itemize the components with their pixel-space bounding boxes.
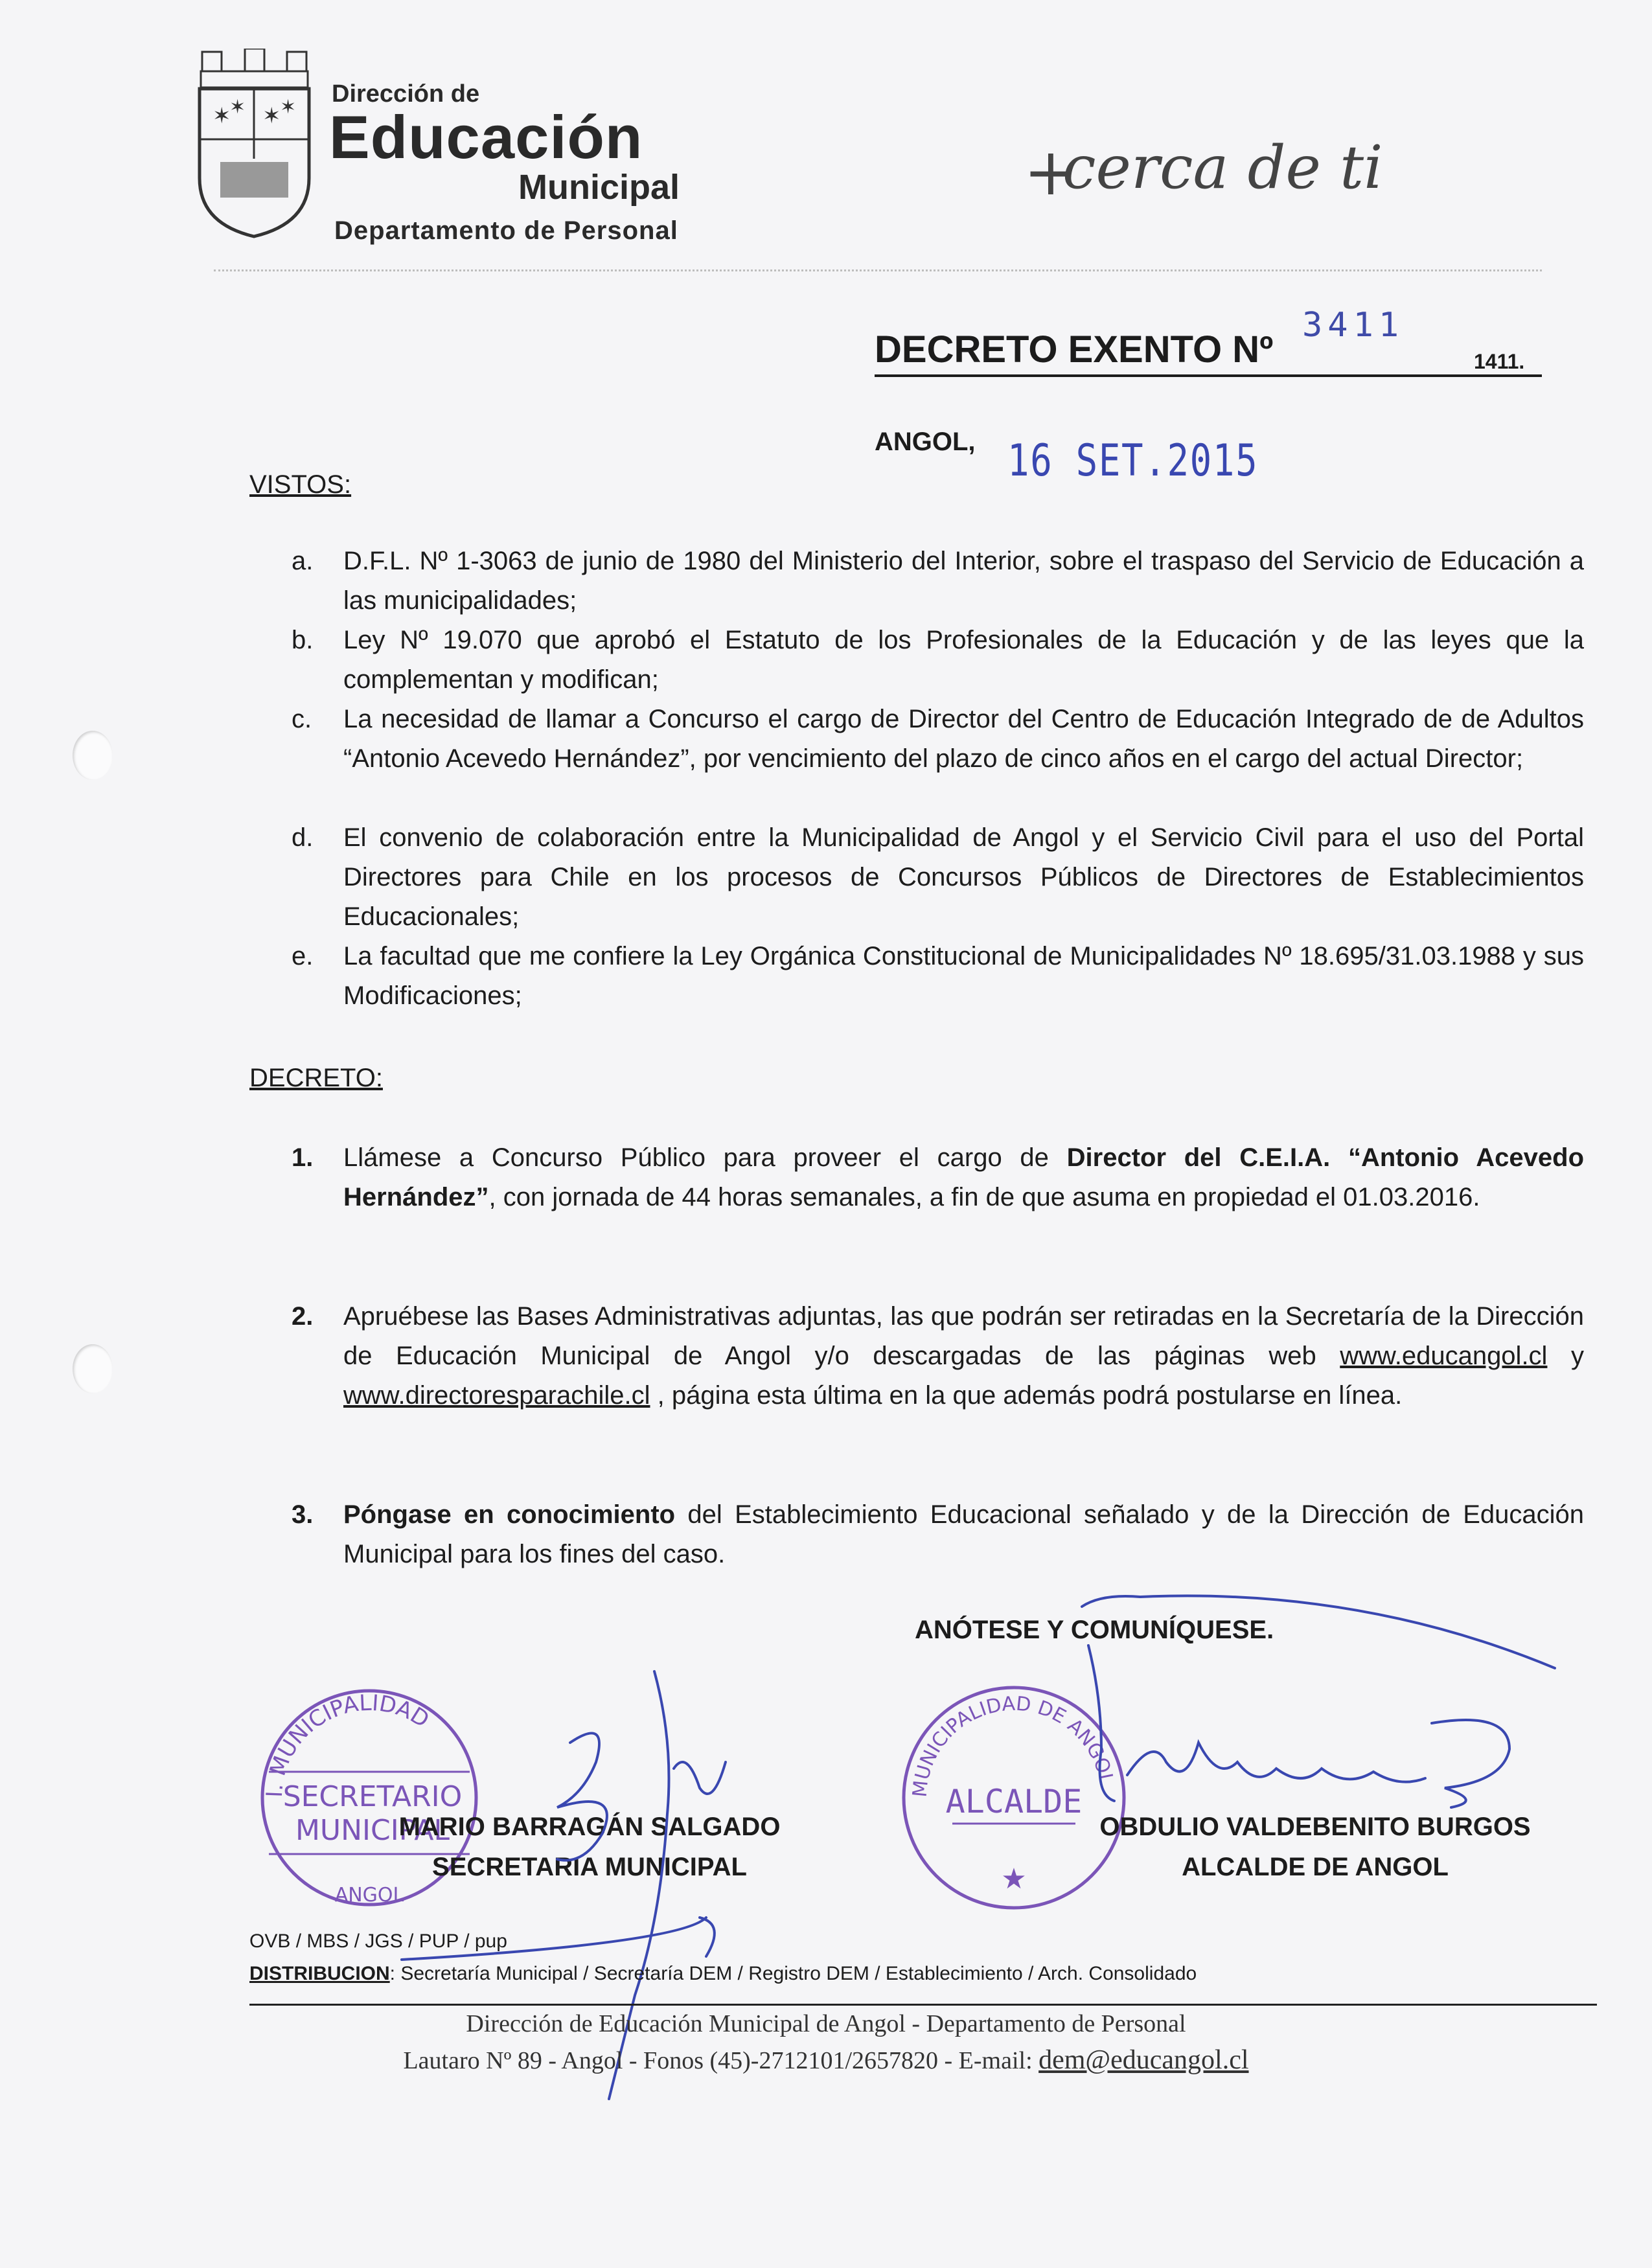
distribution-text: : Secretaría Municipal / Secretaría DEM / Registro DEM / Establecimiento / Arch. Consolidado	[389, 1963, 1197, 1984]
slogan-text: cerca de ti	[1062, 133, 1383, 202]
footer-address: Lautaro Nº 89 - Angol - Fonos (45)-2712101/2657820 - E-mail:	[403, 2047, 1039, 2074]
vistos-text: La necesidad de llamar a Concurso el cargo de Director del Centro de Educación Integrado de de Adultos “Antonio Acevedo Hernández”, por vencimiento del plazo de cinco años en el cargo del actual Director;	[343, 705, 1584, 773]
right-signatory-name: OBDULIO VALDEBENITO BURGOS	[1099, 1813, 1531, 1841]
decreto-marker: 1.	[292, 1143, 314, 1172]
slogan-cerca-de-ti	[1024, 123, 1425, 220]
vistos-marker: c.	[292, 705, 312, 733]
link-directoresparachile[interactable]: www.directoresparachile.cl	[343, 1381, 650, 1410]
stamp-line1: SECRETARIO	[282, 1780, 463, 1813]
vistos-marker: d.	[292, 823, 314, 852]
slogan-plus: +	[1024, 134, 1078, 210]
decreto-bold-text: Póngase en conocimiento	[343, 1500, 676, 1529]
punch-hole	[73, 731, 113, 780]
decree-date-stamp: 16 SET.2015	[1007, 435, 1259, 487]
decreto-text: del Establecimiento Educacional señalado y de la Dirección de Educación Municipal para los fines del caso.	[343, 1500, 1584, 1568]
decreto-marker: 3.	[292, 1500, 314, 1529]
vistos-text: El convenio de colaboración entre la Municipalidad de Angol y el Servicio Civil para el uso del Portal Directores para Chile en los procesos de Concursos Públicos de Directores de Establecimientos Educacionales;	[343, 823, 1584, 931]
decreto-heading: DECRETO:	[249, 1064, 383, 1092]
decree-number-stamp: 3411	[1302, 306, 1405, 345]
header-educacion: Educación	[329, 103, 643, 171]
vistos-item-b	[292, 621, 1584, 700]
vistos-item-a	[292, 542, 1584, 621]
decreto-text: Llámese a Concurso Público para proveer el cargo de	[343, 1143, 1067, 1172]
decreto-item-3	[292, 1495, 1584, 1574]
svg-text:✶: ✶	[280, 96, 297, 119]
punch-hole	[73, 1344, 113, 1393]
decreto-marker: 2.	[292, 1302, 314, 1331]
star-icon: ★	[1001, 1862, 1027, 1896]
decree-title: DECRETO EXENTO Nº	[875, 328, 1274, 371]
decreto-text: , página esta última en la que además podrá postularse en línea.	[650, 1381, 1403, 1410]
stamp-bottom-text: ANGOL	[334, 1884, 404, 1907]
distribution-label: DISTRIBUCION	[249, 1963, 390, 1984]
vistos-item-d	[292, 818, 1584, 937]
vistos-item-c	[292, 700, 1584, 779]
footer-divider	[249, 2004, 1597, 2006]
decreto-bold-text: Director del C.E.I.A. “Antonio Acevedo Hernández”	[343, 1143, 1585, 1211]
distribution-line	[249, 1963, 1197, 1985]
vistos-text: D.F.L. Nº 1-3063 de junio de 1980 del Ministerio del Interior, sobre el traspaso del Servicio de Educación a las municipalidades;	[343, 547, 1584, 615]
footer-email-link[interactable]: dem@educangol.cl	[1038, 2045, 1249, 2075]
left-signatory-name: MARIO BARRAGÁN SALGADO	[398, 1813, 781, 1841]
vistos-text: La facultad que me confiere la Ley Orgánica Constitucional de Municipalidades Nº 18.695/31.03.1988 y sus Modificaciones;	[343, 942, 1584, 1010]
link-educangol[interactable]: www.educangol.cl	[1340, 1342, 1548, 1370]
decreto-item-1	[292, 1138, 1584, 1217]
footer-line2	[0, 2045, 1652, 2076]
decreto-text: Apruébese las Bases Administrativas adjuntas, las que podrán ser retiradas en la Secretaría de la Dirección de Educación Municipal de Angol y/o descargadas de las páginas web	[343, 1302, 1584, 1370]
vistos-marker: a.	[292, 547, 314, 575]
stamp-ring-text: MUNICIPALIDAD DE ANGOL	[908, 1692, 1118, 1798]
footer-line1: Dirección de Educación Municipal de Angol - Departamento de Personal	[466, 2010, 1186, 2037]
stamp-ring-text: I. MUNICIPALIDAD	[261, 1690, 434, 1798]
vistos-item-e	[292, 937, 1584, 1016]
decree-city: ANGOL,	[875, 428, 976, 456]
right-signatory-title: ALCALDE DE ANGOL	[1182, 1853, 1449, 1881]
header-direccion-de: Dirección de	[332, 80, 480, 108]
initials-line: OVB / MBS / JGS / PUP / pup	[249, 1930, 507, 1952]
vistos-text: Ley Nº 19.070 que aprobó el Estatuto de los Profesionales de la Educación y de las leyes que la complementan y modifican;	[343, 626, 1584, 694]
svg-text:✶: ✶	[212, 103, 231, 129]
stamp-center-text: ALCALDE	[945, 1783, 1083, 1820]
vistos-marker: e.	[292, 942, 314, 970]
decreto-text: , con jornada de 44 horas semanales, a fin de que asuma en propiedad el 01.03.2016.	[488, 1183, 1480, 1211]
closing-formula: ANÓTESE Y COMUNÍQUESE.	[915, 1616, 1274, 1644]
decree-number-typed: 1411.	[1474, 350, 1525, 373]
svg-text:✶: ✶	[229, 96, 246, 119]
decree-title-underline	[875, 374, 1542, 377]
municipal-crest-logo	[194, 49, 314, 240]
header-municipal: Municipal	[518, 168, 680, 207]
decreto-text: y	[1547, 1342, 1584, 1370]
vistos-marker: b.	[292, 626, 314, 654]
header-department: Departamento de Personal	[334, 216, 678, 245]
svg-text:✶: ✶	[262, 103, 281, 129]
vistos-heading: VISTOS:	[249, 470, 352, 499]
decreto-item-2	[292, 1297, 1584, 1415]
stamp-line2: MUNICIPAL	[295, 1814, 450, 1847]
header-divider	[214, 269, 1542, 271]
left-signatory-title: SECRETARIA MUNICIPAL	[432, 1853, 747, 1881]
